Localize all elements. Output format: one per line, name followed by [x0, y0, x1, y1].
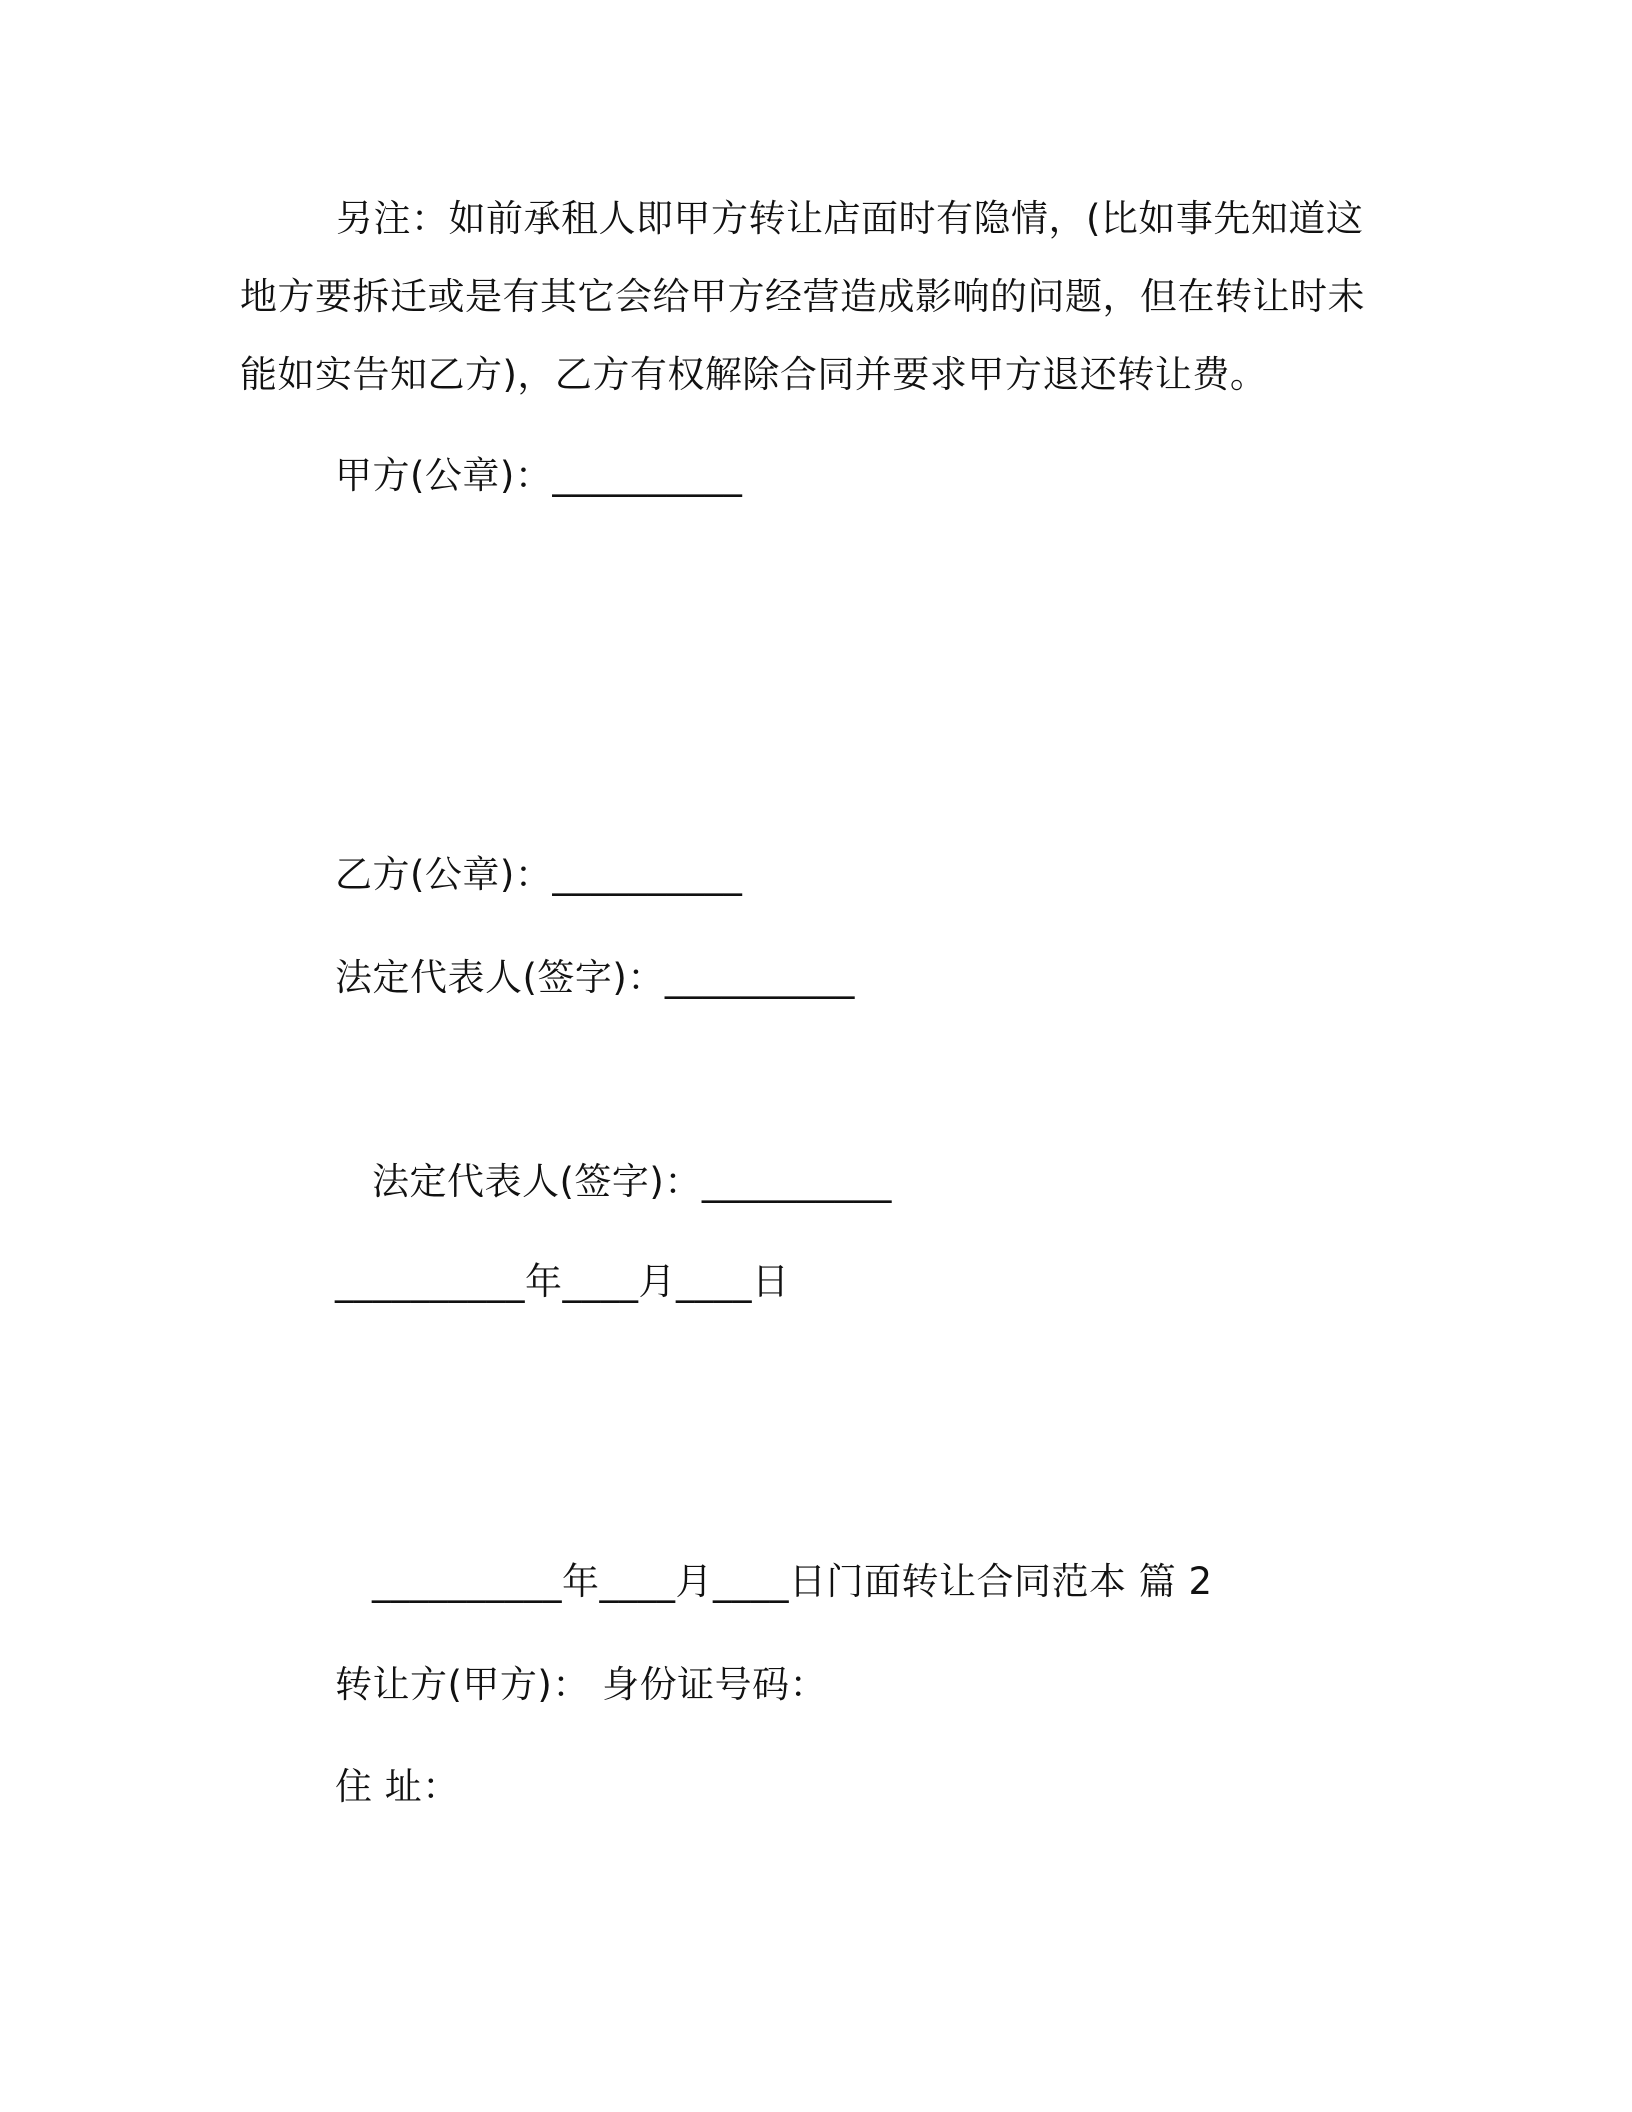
party-b-seal-line: 乙方(公章)：__________	[335, 853, 743, 896]
transferor-line: 转让方(甲方)： 身份证号码：	[335, 1663, 828, 1706]
party-a-seal-line: 甲方(公章)：__________	[335, 454, 743, 497]
address-line: 住 址：	[335, 1765, 460, 1808]
legal-representative-line-1: 法定代表人(签字)：__________	[335, 956, 855, 999]
note-paragraph: 另注：如前承租人即甲方转让店面时有隐情，(比如事先知道这地方要拆迁或是有其它会给甲方经营造成影响的问题，但在转让时未能如实告知乙方)，乙方有权解除合同并要求甲方退还转让费。	[240, 197, 1365, 396]
section-heading: __________年____月____日门面转让合同范本 篇 2	[372, 1560, 1213, 1603]
legal-representative-line-2: 法定代表人(签字)：__________	[372, 1160, 892, 1203]
date-line: __________年____月____日	[335, 1260, 790, 1303]
